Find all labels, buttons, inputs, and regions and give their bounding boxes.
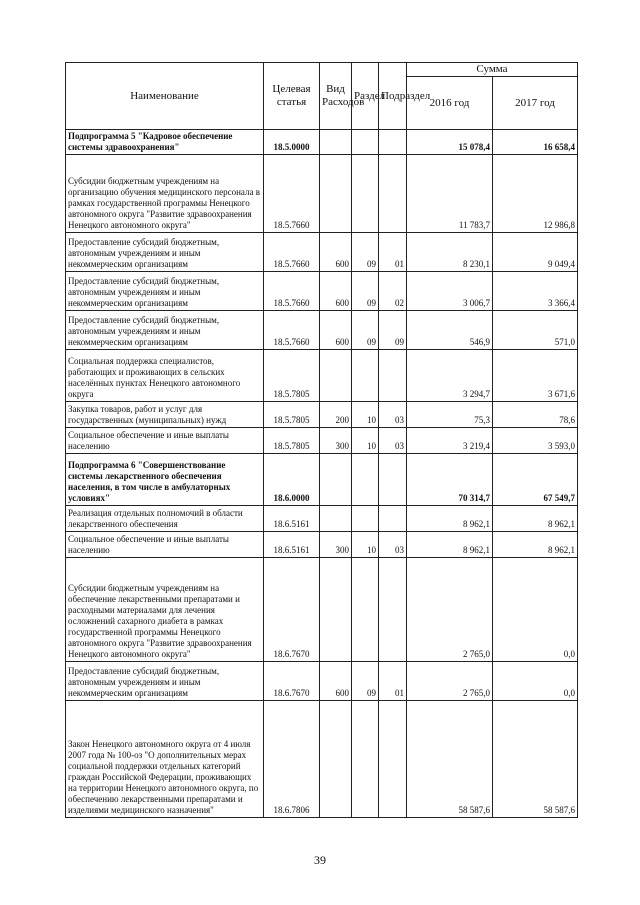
row-target: 18.5.7660 [264, 272, 320, 311]
header-type: Вид Расходов [320, 63, 352, 130]
table-row [66, 311, 578, 350]
row-2016: 2 765,0 [407, 558, 493, 662]
row-2017: 9 049,4 [493, 233, 578, 272]
row-2016: 8 230,1 [407, 233, 493, 272]
row-name: Предоставление субсидий бюджетным, автономным учреждениям и иным некоммерческим организациям [66, 311, 264, 350]
row-2017: 16 658,4 [493, 130, 578, 155]
header-subsection: Подраздел [379, 63, 407, 130]
row-name: Закупка товаров, работ и услуг для государственных (муниципальных) нужд [66, 402, 264, 428]
row-target: 18.6.7806 [264, 701, 320, 818]
row-2016: 546,9 [407, 311, 493, 350]
row-2016: 15 078,4 [407, 130, 493, 155]
budget-table [65, 62, 578, 818]
row-2016: 75,3 [407, 402, 493, 428]
row-2017: 8 962,1 [493, 506, 578, 532]
row-2017: 8 962,1 [493, 532, 578, 558]
row-name: Предоставление субсидий бюджетным, автономным учреждениям и иным некоммерческим организациям [66, 233, 264, 272]
table-row [66, 428, 578, 454]
row-name: Субсидии бюджетным учреждениям на организацию обучения медицинского персонала в рамках государственной программы Ненецкого автономного округа "Развитие здравоохранения Ненецкого автономного округа" [66, 155, 264, 233]
row-subsection [379, 155, 407, 233]
header-sum: Сумма [407, 63, 578, 77]
row-2016: 3 006,7 [407, 272, 493, 311]
row-subsection [379, 454, 407, 506]
row-2016: 2 765,0 [407, 662, 493, 701]
row-target: 18.5.7660 [264, 233, 320, 272]
row-target: 18.6.7670 [264, 558, 320, 662]
row-2017: 78,6 [493, 402, 578, 428]
row-2016: 11 783,7 [407, 155, 493, 233]
row-type: 300 [320, 532, 352, 558]
table-body [66, 130, 578, 818]
row-section [352, 130, 379, 155]
row-subsection [379, 701, 407, 818]
row-section: 10 [352, 428, 379, 454]
header-target: Целевая статья [264, 63, 320, 130]
row-type: 600 [320, 311, 352, 350]
row-2017: 571,0 [493, 311, 578, 350]
row-target: 18.6.5161 [264, 532, 320, 558]
row-section [352, 701, 379, 818]
table-row [66, 402, 578, 428]
row-subsection [379, 350, 407, 402]
row-type: 600 [320, 233, 352, 272]
table-row [66, 558, 578, 662]
row-name: Реализация отдельных полномочий в области лекарственного обеспечения [66, 506, 264, 532]
row-type [320, 155, 352, 233]
row-subsection: 03 [379, 428, 407, 454]
row-2016: 8 962,1 [407, 506, 493, 532]
row-type [320, 350, 352, 402]
row-2016: 58 587,6 [407, 701, 493, 818]
row-target: 18.5.7805 [264, 402, 320, 428]
table-row [66, 454, 578, 506]
row-2017: 0,0 [493, 662, 578, 701]
row-subsection: 03 [379, 532, 407, 558]
table-row [66, 532, 578, 558]
row-type: 600 [320, 272, 352, 311]
row-section [352, 350, 379, 402]
row-section: 09 [352, 233, 379, 272]
row-target: 18.5.0000 [264, 130, 320, 155]
table-row [66, 233, 578, 272]
header-name: Наименование [66, 63, 264, 130]
row-section [352, 558, 379, 662]
table-row [66, 662, 578, 701]
row-section [352, 454, 379, 506]
table-row [66, 701, 578, 818]
header-section: Раздел [352, 63, 379, 130]
row-target: 18.6.7670 [264, 662, 320, 701]
row-name: Социальное обеспечение и иные выплаты населению [66, 532, 264, 558]
row-2017: 3 671,6 [493, 350, 578, 402]
row-type [320, 130, 352, 155]
row-2017: 58 587,6 [493, 701, 578, 818]
row-subsection [379, 506, 407, 532]
row-2016: 8 962,1 [407, 532, 493, 558]
row-2017: 67 549,7 [493, 454, 578, 506]
table-row [66, 350, 578, 402]
row-type [320, 701, 352, 818]
table-header [66, 63, 578, 130]
row-section: 10 [352, 402, 379, 428]
row-2017: 0,0 [493, 558, 578, 662]
row-type [320, 506, 352, 532]
page-number: 39 [314, 853, 326, 867]
table-row [66, 506, 578, 532]
row-target: 18.6.5161 [264, 506, 320, 532]
row-target: 18.5.7660 [264, 155, 320, 233]
row-section: 10 [352, 532, 379, 558]
row-name: Подпрограмма 5 "Кадровое обеспечение системы здравоохранения" [66, 130, 264, 155]
table-row [66, 155, 578, 233]
row-type [320, 558, 352, 662]
row-subsection: 01 [379, 662, 407, 701]
table-row [66, 272, 578, 311]
header-2016: 2016 год [407, 77, 493, 130]
row-subsection [379, 558, 407, 662]
row-target: 18.5.7805 [264, 428, 320, 454]
row-section: 09 [352, 272, 379, 311]
row-type: 300 [320, 428, 352, 454]
row-section [352, 155, 379, 233]
row-2017: 12 986,8 [493, 155, 578, 233]
row-section [352, 506, 379, 532]
row-target: 18.5.7660 [264, 311, 320, 350]
row-2016: 3 294,7 [407, 350, 493, 402]
row-name: Закон Ненецкого автономного округа от 4 июля 2007 года № 100-оз "О дополнительных мерах социальной поддержки отдельных категорий граждан Российской Федерации, проживающих на территории Ненецкого автономного округа, по обеспечению лекарственными препаратами и изделиями медицинского назначения" [66, 701, 264, 818]
row-target: 18.6.0000 [264, 454, 320, 506]
row-name: Предоставление субсидий бюджетным, автономным учреждениям и иным некоммерческим организациям [66, 662, 264, 701]
row-name: Подпрограмма 6 "Совершенствование системы лекарственного обеспечения населения, в том числе в амбулаторных условиях" [66, 454, 264, 506]
row-subsection: 02 [379, 272, 407, 311]
row-subsection: 01 [379, 233, 407, 272]
header-2017: 2017 год [493, 77, 578, 130]
table-row [66, 130, 578, 155]
row-2017: 3 593,0 [493, 428, 578, 454]
row-section: 09 [352, 311, 379, 350]
row-name: Предоставление субсидий бюджетным, автономным учреждениям и иным некоммерческим организациям [66, 272, 264, 311]
row-target: 18.5.7805 [264, 350, 320, 402]
row-type: 600 [320, 662, 352, 701]
row-2016: 70 314,7 [407, 454, 493, 506]
row-section: 09 [352, 662, 379, 701]
row-name: Социальное обеспечение и иные выплаты населению [66, 428, 264, 454]
row-subsection [379, 130, 407, 155]
row-2017: 3 366,4 [493, 272, 578, 311]
row-subsection: 09 [379, 311, 407, 350]
row-2016: 3 219,4 [407, 428, 493, 454]
row-type: 200 [320, 402, 352, 428]
row-subsection: 03 [379, 402, 407, 428]
row-type [320, 454, 352, 506]
row-name: Социальная поддержка специалистов, работающих и проживающих в сельских населённых пунктах Ненецкого автономного округа [66, 350, 264, 402]
row-name: Субсидии бюджетным учреждениям на обеспечение лекарственными препаратами и расходными материалами для лечения осложнений сахарного диабета в рамках государственной программы Ненецкого автономного округа "Развитие здравоохранения Ненецкого автономного округа" [66, 558, 264, 662]
